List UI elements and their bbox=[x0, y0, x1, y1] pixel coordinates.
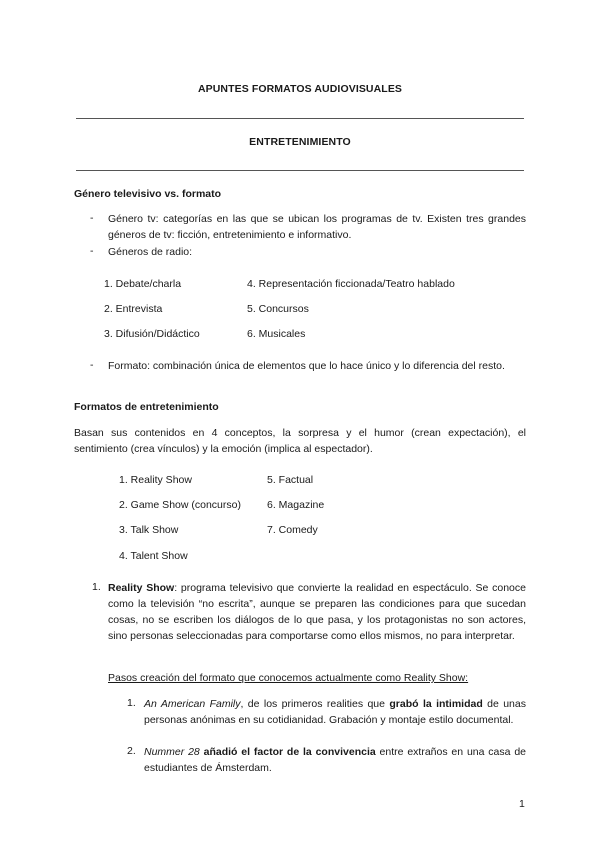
heading-genero-formato: Género televisivo vs. formato bbox=[74, 188, 222, 200]
reality-show-definition bbox=[108, 580, 526, 644]
step-highlight: grabó la intimidad bbox=[389, 698, 483, 710]
section-divider bbox=[76, 170, 524, 171]
step-nummer-28: Nummer 28 añadió el factor de la convivencia entre extraños en una casa de estudiantes de Ámsterdam. bbox=[144, 746, 527, 774]
document-title: APUNTES FORMATOS AUDIOVISUALES bbox=[197, 83, 403, 95]
list-number: 1. bbox=[92, 581, 101, 593]
bullet-formato: Formato: combinación única de elementos que lo hace único y lo diferencia del resto. bbox=[108, 360, 505, 372]
page-number: 1 bbox=[519, 798, 525, 810]
bullet-dash: - bbox=[90, 245, 94, 257]
format-item: 3. Talk Show bbox=[119, 524, 179, 536]
radio-genre-item: 6. Musicales bbox=[247, 328, 306, 340]
list-number: 2. bbox=[127, 745, 136, 757]
radio-genre-item: 5. Concursos bbox=[247, 303, 309, 315]
radio-genre-item: 1. Debate/charla bbox=[104, 278, 182, 290]
format-item: 7. Comedy bbox=[267, 524, 318, 536]
list-number: 1. bbox=[127, 697, 136, 709]
bullet-generos-radio: Géneros de radio: bbox=[108, 246, 193, 258]
format-item: 6. Magazine bbox=[267, 499, 325, 511]
radio-genre-item: 4. Representación ficcionada/Teatro hablado bbox=[247, 278, 455, 290]
radio-genre-item: 3. Difusión/Didáctico bbox=[104, 328, 200, 340]
step-title: Nummer 28 bbox=[144, 746, 200, 758]
section-title: ENTRETENIMIENTO bbox=[249, 136, 351, 148]
bullet-genero-tv: Género tv: categorías en las que se ubican los programas de tv. Existen tres grandes géneros de tv: ficción, entretenimiento e informativo. bbox=[108, 213, 526, 241]
reality-show-text: : programa televisivo que convierte la realidad en espectáculo. Se conoce como la televisión “no escrita”, aunque se preparen las condiciones para que sucedan cosas, no se escriben los diálogos de lo que pasa, y los protagonistas no son actores, sino personas seleccionadas para comportarse como ellos mismos, no para interpretar. bbox=[108, 582, 526, 642]
steps-heading: Pasos creación del formato que conocemos actualmente como Reality Show: bbox=[108, 672, 469, 684]
step-american-family: An American Family, de los primeros realities que grabó la intimidad de unas personas anónimas en su cotidianidad. Grabación y montaje estilo documental. bbox=[144, 698, 526, 726]
bullet-dash: - bbox=[90, 359, 94, 371]
heading-formatos-entretenimiento: Formatos de entretenimiento bbox=[74, 401, 219, 413]
reality-show-term: Reality Show bbox=[108, 582, 175, 594]
title-divider bbox=[76, 118, 524, 119]
step-highlight: añadió el factor de la convivencia bbox=[203, 746, 376, 758]
radio-genre-item: 2. Entrevista bbox=[104, 303, 163, 315]
format-item: 5. Factual bbox=[267, 474, 314, 486]
format-item: 4. Talent Show bbox=[119, 550, 188, 562]
format-item: 1. Reality Show bbox=[119, 474, 192, 486]
bullet-dash: - bbox=[90, 212, 94, 224]
format-item: 2. Game Show (concurso) bbox=[119, 499, 241, 511]
formatos-intro: Basan sus contenidos en 4 conceptos, la sorpresa y el humor (crean expectación), el sentimiento (crea vínculos) y la emoción (implica al espectador). bbox=[74, 427, 526, 455]
step-title: An American Family bbox=[144, 698, 241, 710]
